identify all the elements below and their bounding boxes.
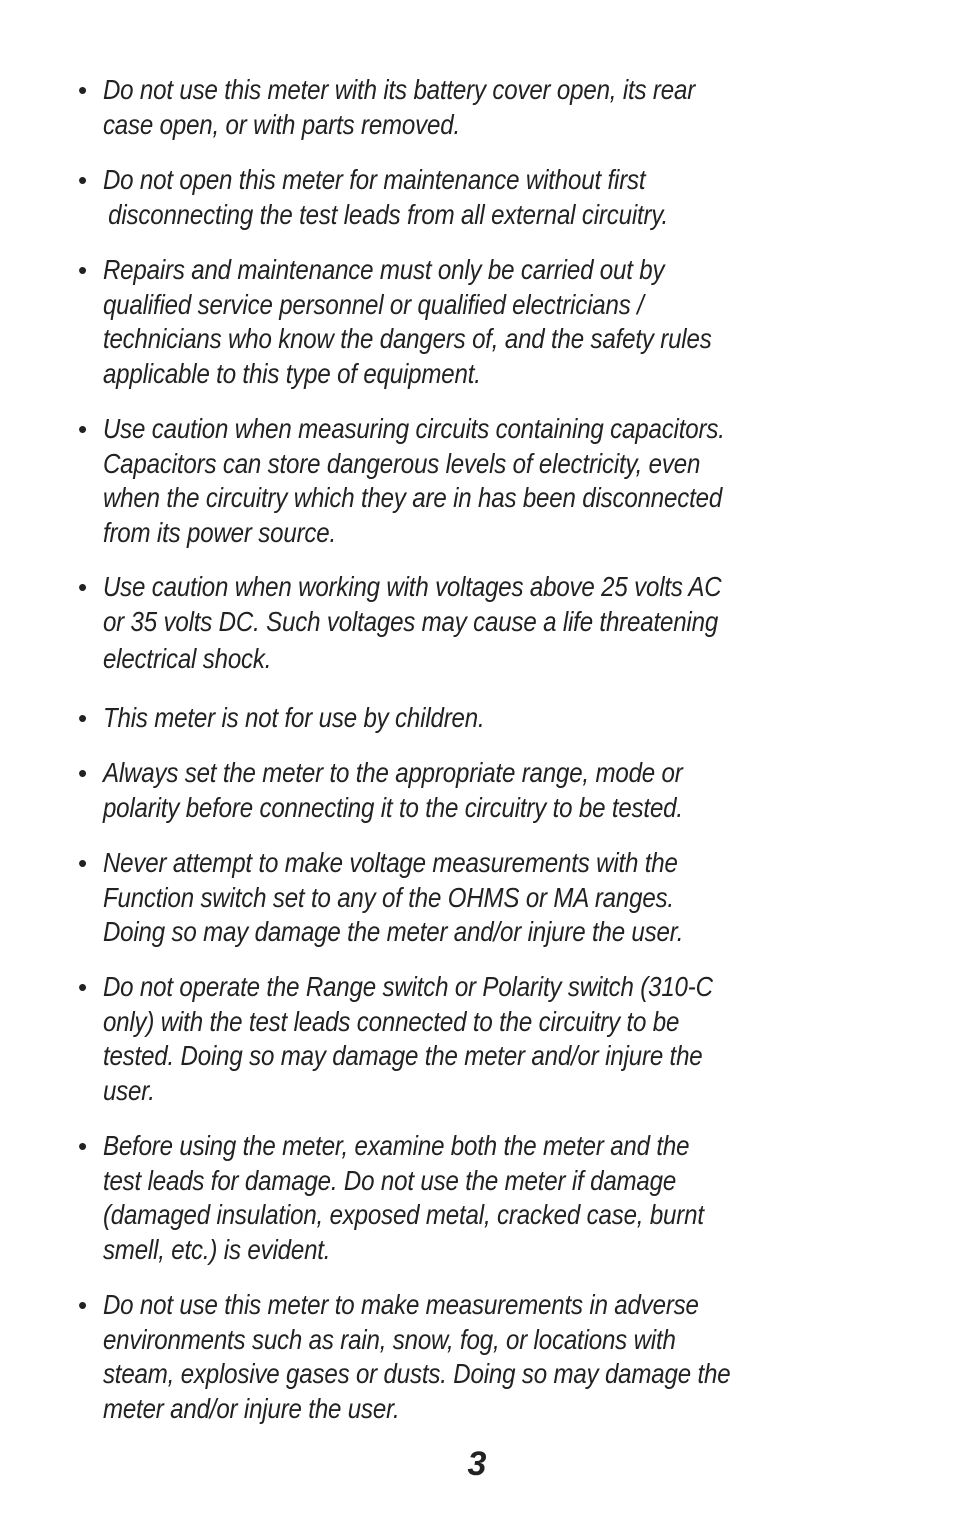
item-text-line: electrical shock. xyxy=(102,643,272,674)
item-text-line: environments such as rain, snow, fog, or locations with xyxy=(102,1323,676,1355)
page-number: 3 xyxy=(467,1445,487,1483)
item-text-line: Capacitors can store dangerous levels of electricity, even xyxy=(102,447,701,479)
item-text-line: Doing so may damage the meter and/or injure the user. xyxy=(102,916,684,947)
item-text-line: disconnecting the test leads from all external circuitry. xyxy=(108,198,669,230)
item-text-line: steam, explosive gases or dusts. Doing so may damage the xyxy=(102,1358,731,1389)
item-text-line: (damaged insulation, exposed metal, cracked case, burnt xyxy=(102,1199,704,1230)
item-text-line: when the circuitry which they are in has been disconnected xyxy=(102,482,723,513)
bullet-icon: • xyxy=(78,1131,88,1161)
safety-item-children xyxy=(78,701,898,736)
item-text-line: only) with the test leads connected to the circuitry to be xyxy=(102,1005,680,1037)
item-text-line: applicable to this type of equipment. xyxy=(102,357,481,389)
item-text-line: Before using the meter, examine both the meter and the xyxy=(102,1130,690,1161)
safety-item-battery-cover xyxy=(78,73,898,142)
bullet-icon: • xyxy=(78,572,88,602)
item-text-line: polarity before connecting it to the circuitry to be tested. xyxy=(102,791,683,823)
item-text-line: case open, or with parts removed. xyxy=(102,108,460,140)
item-text-line: Use caution when working with voltages above 25 volts AC xyxy=(102,571,722,602)
safety-item-maintenance-disconnect xyxy=(78,163,898,232)
bullet-icon: • xyxy=(78,1290,88,1320)
item-text-line: Do not open this meter for maintenance without first xyxy=(102,164,646,195)
item-text-line: test leads for damage. Do not use the meter if damage xyxy=(102,1164,677,1196)
safety-item-range-switch xyxy=(78,970,898,1108)
item-text-line: Never attempt to make voltage measurements with the xyxy=(102,847,678,878)
bullet-icon: • xyxy=(78,414,88,444)
safety-item-voltage-measurement xyxy=(78,846,898,950)
item-text-line: user. xyxy=(102,1074,155,1106)
bullet-icon: • xyxy=(78,703,88,733)
item-text-line: from its power source. xyxy=(102,516,337,548)
item-text-line: Function switch set to any of the OHMS or MA ranges. xyxy=(102,881,674,913)
item-text-line: smell, etc.) is evident. xyxy=(102,1233,331,1265)
bullet-icon: • xyxy=(78,972,88,1002)
item-text-line: Do not operate the Range switch or Polarity switch (310-C xyxy=(102,971,713,1002)
item-text-line: Repairs and maintenance must only be carried out by xyxy=(102,254,665,285)
item-text-line: qualified service personnel or qualified electricians / xyxy=(102,288,644,320)
bullet-icon: • xyxy=(78,165,88,195)
item-text-line: Use caution when measuring circuits containing capacitors. xyxy=(102,413,725,444)
bullet-icon: • xyxy=(78,758,88,788)
safety-item-qualified-personnel xyxy=(78,253,898,391)
item-text-line: This meter is not for use by children. xyxy=(102,702,485,733)
safety-item-voltage-threshold xyxy=(78,570,898,677)
bullet-icon: • xyxy=(78,75,88,105)
item-text-line: Do not use this meter with its battery cover open, its rear xyxy=(102,74,696,105)
safety-item-capacitors xyxy=(78,412,898,550)
safety-item-range-setting xyxy=(78,756,898,825)
bullet-icon: • xyxy=(78,255,88,285)
item-text-line: Do not use this meter to make measurements in adverse xyxy=(102,1289,699,1320)
item-text-line: or 35 volts DC. Such voltages may cause a life threatening xyxy=(102,605,719,637)
safety-item-adverse-environments xyxy=(78,1288,898,1426)
item-text-line: Always set the meter to the appropriate range, mode or xyxy=(102,757,683,788)
item-text-line: tested. Doing so may damage the meter and/or injure the xyxy=(102,1040,703,1071)
bullet-icon: • xyxy=(78,848,88,878)
safety-item-inspect-damage xyxy=(78,1129,898,1267)
item-text-line: meter and/or injure the user. xyxy=(102,1392,400,1424)
item-text-line: technicians who know the dangers of, and the safety rules xyxy=(102,323,712,354)
